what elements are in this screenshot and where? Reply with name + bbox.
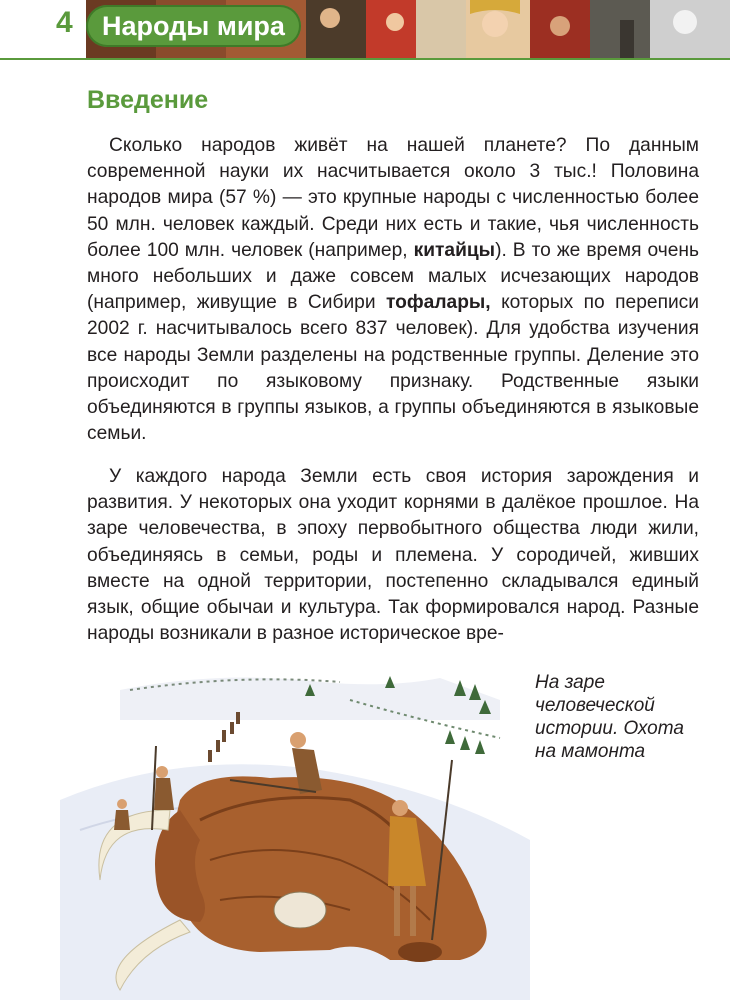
paragraph-2: [87, 464, 699, 647]
paragraph-1-text-1: Сколько народов живёт на нашей планете? По данным современной науки их насчитывается около 3 тыс.! Половина народов мира (57 %) — это крупные народы с численностью более 50 млн. человек каждый. Среди них есть и такие, чья численность более 100 млн. человек (например,: [87, 135, 699, 261]
page-number: 4: [56, 6, 73, 39]
paragraph-2-text: У каждого народа Земли есть своя история зарождения и развития. У некоторых она уходит корнями в далёкое прошлое. На заре человечества, в эпоху первобытного общества люди жили, объединяясь в семьи, роды и племена. У сородичей, живших вместе на одной территории, постепенно складывался единый язык, общие обычаи и культура. Так формировался народ. Разные народы возникали в разное историческое вре-: [87, 466, 699, 645]
paragraph-1-text-3: которых по переписи 2002 г. насчитывалось всего 837 человек). Для удобства изучения все народы Земли разделены на родственные группы. Деление это происходит по языковому признаку. Родственные языки объединяются в группы языков, а группы объединяются в языковые семьи.: [87, 292, 699, 445]
illustration-caption: На заре человеческой истории. Охота на мамонта: [535, 672, 684, 762]
term-tofalars: тофалары,: [386, 292, 491, 314]
paragraph-1-text-2: ). В то же время очень много небольших и даже совсем малых исчезающих народов (например, живущие в Сибири: [87, 239, 699, 314]
term-chinese: китайцы: [413, 239, 496, 261]
paragraph-1: [87, 133, 699, 447]
page-heading: Введение: [87, 86, 209, 114]
header-banner: [0, 0, 730, 60]
section-title: Народы мира: [86, 5, 301, 47]
mammoth-hunt-illustration-icon: [60, 660, 530, 1000]
